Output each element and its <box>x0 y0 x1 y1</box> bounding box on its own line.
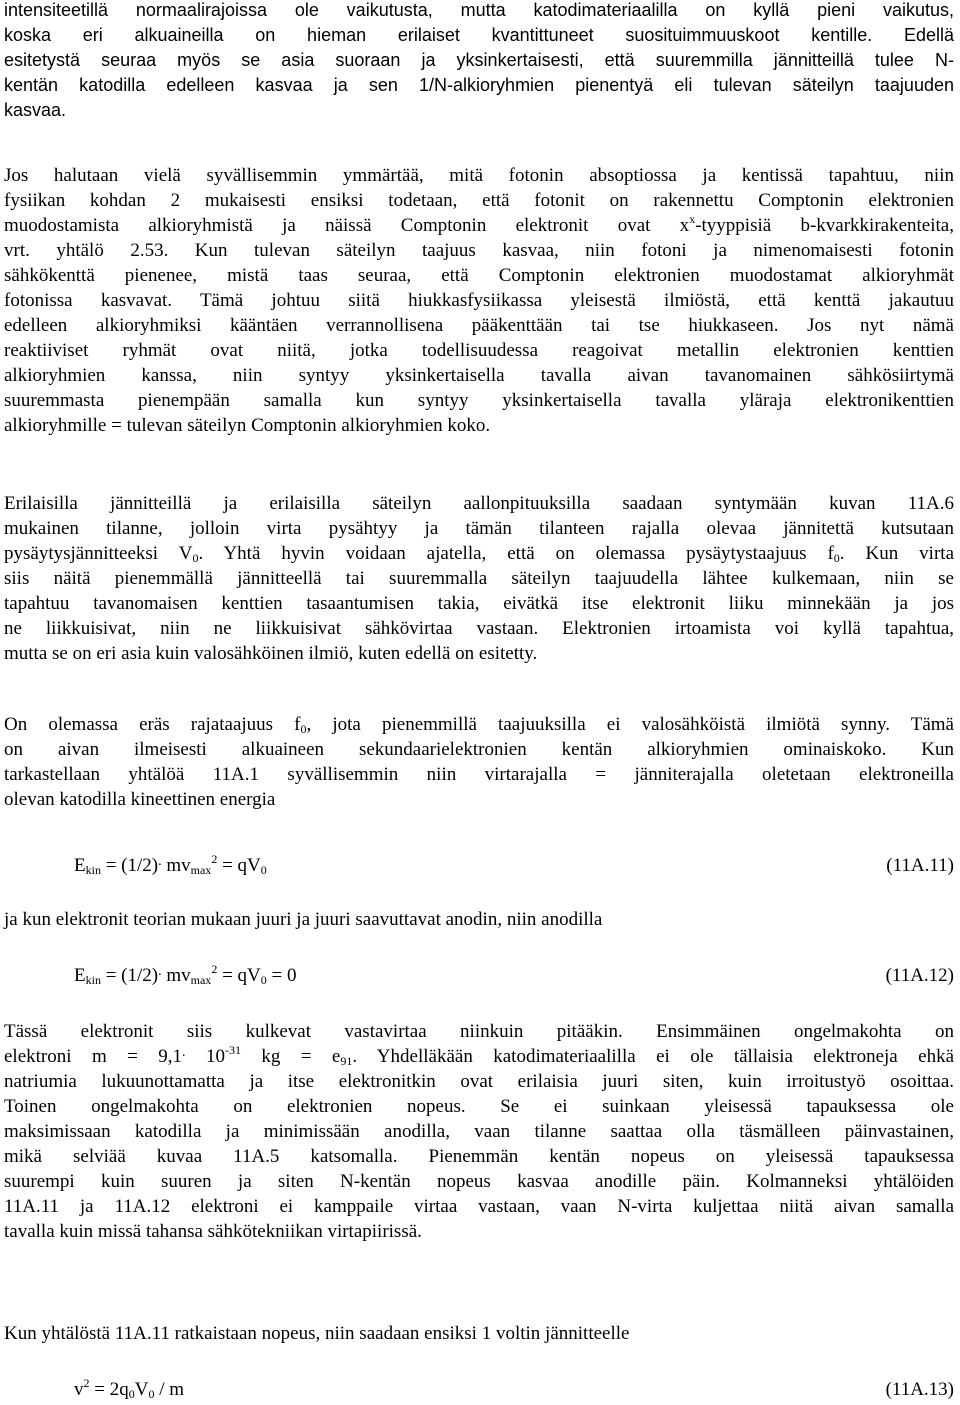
paragraph-3 <box>4 491 954 666</box>
text-run: mv <box>161 855 191 876</box>
text-line <box>4 541 954 566</box>
text-run: On olemassa eräs rajataajuus f <box>4 714 301 735</box>
subscript: 0 <box>260 973 267 987</box>
subscript: 0 <box>192 551 199 565</box>
text-line: reaktiiviset ryhmät ovat niitä, jotka todellisuudessa reagoivat metallin elektronien kenttien <box>4 340 954 361</box>
text-line: fotonissa kasvavat. Tämä johtuu siitä hiukkasfysiikassa yleisestä ilmiöstä, että kenttä jakautuu <box>4 290 954 311</box>
text-line: tarkastellaan yhtälöä 11A.1 syvällisemmin niin virtarajalla = jänniterajalla oletetaan elektroneilla <box>4 764 954 785</box>
text-line: alkioryhmien kanssa, niin syntyy yksinkertaisella tavalla aivan tavanomainen sähkösiirtymä <box>4 365 954 386</box>
equation-11a-12 <box>4 963 954 988</box>
multiplication-dot: . <box>182 1045 186 1060</box>
text-run: = qV <box>217 965 261 986</box>
text-run: . Kun virta <box>839 543 955 564</box>
text-line: suurempi kuin suuren ja siten N-kentän nopeus kasvaa anodille päin. Kolmanneksi yhtälöiden <box>4 1171 954 1192</box>
equation-number: (11A.13) <box>885 1379 954 1400</box>
text-line: esitetystä seuraa myös se asia suoraan ja yksinkertaisesti, että suuremmilla jännitteillä tulee N- <box>4 50 954 70</box>
text-run: 10 <box>185 1046 225 1067</box>
text-run: = 2q <box>89 1379 129 1400</box>
text-line: kentän katodilla edelleen kasvaa ja sen 1/N-alkioryhmien pienentyä eli tulevan säteilyn taajuuden <box>4 75 954 95</box>
equation-11a-11 <box>4 853 954 878</box>
subscript: kin <box>85 973 101 987</box>
text-line <box>4 712 954 737</box>
subscript: 0 <box>833 551 840 565</box>
text-line: sähkökenttä pienenee, mistä taas seuraa, että Comptonin elektronien muodostamat alkioryhmät <box>4 265 954 286</box>
text-line: ne liikkuisivat, niin ne liikkuisivat sähkövirtaa vastaan. Elektronien irtoamista voi kyllä tapahtua, <box>4 618 954 639</box>
text-run: elektroni m = 9,1 <box>4 1046 183 1067</box>
subscript: 0 <box>148 1387 155 1401</box>
paragraph-7 <box>4 1321 954 1346</box>
text-line: Jos halutaan vielä syvällisemmin ymmärtää, mitä fotonin absoptiossa ja kentissä tapahtuu, niin <box>4 165 954 186</box>
text-line: edelleen alkioryhmiksi kääntäen verrannollisena pääkenttään tai tse hiukkaseen. Jos nyt nämä <box>4 315 954 336</box>
multiplication-dot: . <box>158 964 162 979</box>
text-line: intensiteetillä normaalirajoissa ole vaikutusta, mutta katodimateriaalilla on kyllä pieni vaikutus, <box>4 0 954 20</box>
symbol-e: E <box>74 965 86 986</box>
subscript: 0 <box>300 722 307 736</box>
text-line: Kun yhtälöstä 11A.11 ratkaistaan nopeus, niin saadaan ensiksi 1 voltin jännitteelle <box>4 1323 630 1344</box>
text-line: mukainen tilanne, jolloin virta pysähtyy ja tämän tilanteen rajalla olevaa jännitettä kutsutaan <box>4 518 954 539</box>
multiplication-dot: . <box>158 854 162 869</box>
subscript: 91 <box>340 1054 353 1068</box>
text-run: = (1/2) <box>100 855 159 876</box>
symbol-v: v <box>74 1379 84 1400</box>
equation-formula <box>74 963 296 988</box>
text-line: on aivan ilmeisesti alkuaineen sekundaarielektronien kentän alkioryhmien ominaiskoko. Kun <box>4 739 954 760</box>
text-run: kg = e <box>240 1046 341 1067</box>
text-line: 11A.11 ja 11A.12 elektroni ei kamppaile virtaa vastaan, vaan N-virta kuljettaa niitä aivan samalla <box>4 1196 954 1217</box>
text-line: tapahtuu tavanomaisen kenttien tasaantumisen takia, eivätkä itse elektronit liiku minnekään ja jos <box>4 593 954 614</box>
equation-number: (11A.12) <box>885 965 954 986</box>
text-line: koska eri alkuaineilla on hieman erilaiset kvantittuneet suosituimmuuskoot kentille. Edellä <box>4 25 954 45</box>
text-line: natriumia lukuunottamatta ja itse elektronitkin ovat erilaisia juuri siten, kuin irroitustyö osoittaa. <box>4 1071 954 1092</box>
text-line: maksimissaan katodilla ja minimissään anodilla, vaan tilanne saattaa olla täsmälleen päinvastainen, <box>4 1121 954 1142</box>
text-line <box>4 213 954 238</box>
text-line: mikä selviää kuvaa 11A.5 katsomalla. Pienemmän kentän nopeus on yleisessä tapauksessa <box>4 1146 954 1167</box>
equation-formula <box>74 853 267 878</box>
subscript: max <box>190 973 212 987</box>
subscript: 0 <box>128 1387 135 1401</box>
text-line: Erilaisilla jännitteillä ja erilaisilla säteilyn aallonpituuksilla saadaan syntymään kuvan 11A.6 <box>4 493 954 514</box>
text-run: = (1/2) <box>100 965 159 986</box>
superscript: x <box>689 212 696 226</box>
paragraph-1 <box>4 0 954 123</box>
text-line: ja kun elektronit teorian mukaan juuri ja juuri saavuttavat anodin, niin anodilla <box>4 909 603 930</box>
superscript: 2 <box>83 1376 90 1390</box>
paragraph-6 <box>4 1019 954 1244</box>
text-line: suuremmasta pienempään samalla kun syntyy yksinkertaisella tavalla yläraja elektronikenttien <box>4 390 954 411</box>
equation-formula <box>74 1377 184 1402</box>
text-run: = 0 <box>266 965 297 986</box>
paragraph-4 <box>4 712 954 812</box>
superscript: 2 <box>211 852 218 866</box>
text-line: alkioryhmille = tulevan säteilyn Comptonin alkioryhmien koko. <box>4 415 491 436</box>
subscript: kin <box>85 863 101 877</box>
text-line: Tässä elektronit siis kulkevat vastavirtaa niinkuin pitääkin. Ensimmäinen ongelmakohta on <box>4 1021 954 1042</box>
subscript: 0 <box>260 863 267 877</box>
text-run: . Yhtä hyvin voidaan ajatella, että on olemassa pysäytystaajuus f <box>198 543 834 564</box>
text-line <box>4 1044 954 1069</box>
text-run: muodostamista alkioryhmistä ja näissä Comptonin elektronit ovat x <box>4 215 690 236</box>
text-run: pysäytysjännitteeksi V <box>4 543 193 564</box>
superscript: -31 <box>224 1043 241 1057</box>
subscript: max <box>190 863 212 877</box>
text-line: Toinen ongelmakohta on elektronien nopeus. Se ei suinkaan yleisessä tapauksessa ole <box>4 1096 954 1117</box>
superscript: 2 <box>211 962 218 976</box>
symbol-e: E <box>74 855 86 876</box>
text-line: siis näitä pienemmällä jännitteellä tai suuremmalla säteilyn taajuudella lähtee kulkemaan, niin se <box>4 568 954 589</box>
text-run: mv <box>161 965 191 986</box>
text-line: kasvaa. <box>4 100 67 120</box>
text-line: fysiikan kohdan 2 mukaisesti ensiksi todetaan, että fotonit on rakennettu Comptonin elektronien <box>4 190 954 211</box>
text-run: , jota pienemmillä taajuuksilla ei valosähköistä ilmiötä synny. Tämä <box>306 714 954 735</box>
text-line: tavalla kuin missä tahansa sähkötekniikan virtapiirissä. <box>4 1221 422 1242</box>
text-run: -tyyppisiä b-kvarkkirakenteita, <box>695 215 954 236</box>
equation-number: (11A.11) <box>886 855 954 876</box>
text-run: = qV <box>217 855 261 876</box>
text-line: vrt. yhtälö 2.53. Kun tulevan säteilyn taajuus kasvaa, niin fotoni ja nimenomaisesti fotonin <box>4 240 954 261</box>
paragraph-5 <box>4 907 954 932</box>
text-line: olevan katodilla kineettinen energia <box>4 789 276 810</box>
text-line: mutta se on eri asia kuin valosähköinen ilmiö, kuten edellä on esitetty. <box>4 643 538 664</box>
text-run: . Yhdelläkään katodimateriaalilla ei ole tällaisia elektroneja ehkä <box>352 1046 955 1067</box>
paragraph-2 <box>4 163 954 438</box>
text-run: / m <box>154 1379 185 1400</box>
equation-11a-13 <box>4 1377 954 1402</box>
symbol-v-capital: V <box>134 1379 149 1400</box>
